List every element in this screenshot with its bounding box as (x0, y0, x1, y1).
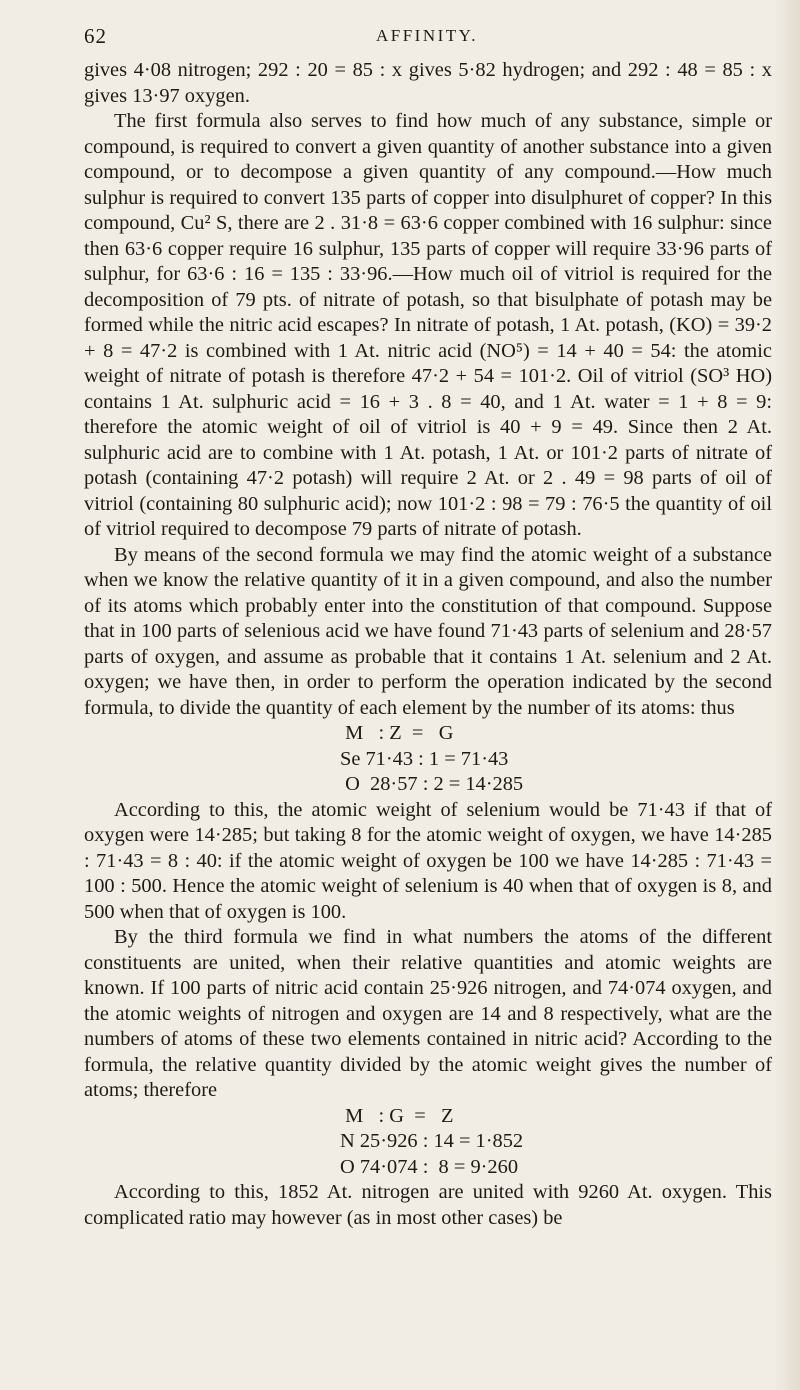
formula-row-oxygen: O 74·074 : 8 = 9·260 (340, 1155, 519, 1178)
running-head: AFFINITY. (376, 26, 479, 45)
formula-row-oxygen: O 28·57 : 2 = 14·285 (340, 773, 524, 795)
page-header (84, 20, 772, 54)
formula-row-selenium: Se 71·43 : 1 = 71·43 (340, 747, 509, 770)
paragraph-continuation: gives 4·08 nitrogen; 292 : 20 = 85 : x gives 5·82 hydrogen; and 292 : 48 = 85 : x gives 13·97 oxygen. (84, 59, 772, 107)
body-text (84, 58, 772, 1231)
page-edge-shadow (774, 0, 800, 1390)
paragraph-selenium-result: According to this, the atomic weight of selenium would be 71·43 if that of oxygen were 14·285; but taking 8 for the atomic weight of oxygen, we have 14·285 : 71·43 = 8 : 40: if the atomic weight of oxygen be 100 we have 14·285 : 71·43 = 100 : 500. Hence the atomic weight of selenium is 40 when that of oxygen is 8, and 500 when that of oxygen is 100. (84, 798, 772, 923)
paragraph-nitric-result: According to this, 1852 At. nitrogen are united with 9260 At. oxygen. This complicated ratio may however (as in most other cases) be (84, 1181, 772, 1229)
formula-row-nitrogen: N 25·926 : 14 = 1·852 (340, 1130, 524, 1152)
paragraph-first-formula: The first formula also serves to find how much of any substance, simple or compound, is required to convert a given quantity of another substance into a given compound, or to decompose a given quantity of any compound.—How much sulphur is required to convert 135 parts of copper into disulphuret of copper? In this compound, Cu² S, there are 2 . 31·8 = 63·6 copper combined with 16 sulphur: since then 63·6 copper require 16 sulphur, 135 parts of copper will require 33·96 parts of sulphur, for 63·6 : 16 = 135 : 33·96.—How much oil of vitriol is required for the decomposition of 79 pts. of nitrate of potash, so that bisulphate of potash may be formed while the nitric acid escapes? In nitrate of potash, 1 At. potash, (KO) = 39·2 + 8 = 47·2 is combined with 1 At. nitric acid (NO⁵) = 14 + 40 = 54: the atomic weight of nitrate of potash is therefore 47·2 + 54 = 101·2. Oil of vitriol (SO³ HO) contains 1 At. sulphuric acid = 16 + 3 . 8 = 40, and 1 At. water = 1 + 8 = 9: therefore the atomic weight of oil of vitriol is 40 + 9 = 49. Since then 2 At. sulphuric acid are to combine with 1 At. potash, 1 At. or 101·2 parts of nitrate of potash (containing 47·2 potash) will require 2 At. or 2 . 49 = 98 parts of oil of vitriol (containing 80 sulphuric acid); now 101·2 : 98 = 79 : 76·5 the quantity of oil of vitriol required to decompose 79 parts of nitrate of potash. (84, 110, 772, 540)
paragraph-third-formula: By the third formula we find in what numbers the atoms of the different constituents are united, when their relative quantities and atomic weights are known. If 100 parts of nitric acid contain 25·926 nitrogen, and 74·074 oxygen, and the atomic weights of nitrogen and oxygen are 14 and 8 respectively, what are the numbers of atoms of these two elements contained in nitric acid? According to the formula, the relative quantity divided by the atomic weight gives the number of atoms; therefore (84, 926, 772, 1101)
formula-selenium (84, 721, 772, 798)
formula-header-row: M : G = Z (340, 1104, 454, 1127)
paragraph-second-formula: By means of the second formula we may find the atomic weight of a substance when we know the relative quantity of it in a given compound, and also the number of its atoms which probably enter into the constitution of that compound. Suppose that in 100 parts of selenious acid we have found 71·43 parts of selenium and 28·57 parts of oxygen, and assume as probable that it contains 1 At. selenium and 2 At. oxygen; we have then, in order to perform the operation indicated by the second formula, to divide the quantity of each element by the number of its atoms: thus (84, 543, 772, 719)
formula-header-row: M : Z = G (340, 722, 454, 744)
formula-nitric-acid (84, 1104, 772, 1181)
page-number: 62 (84, 24, 107, 48)
